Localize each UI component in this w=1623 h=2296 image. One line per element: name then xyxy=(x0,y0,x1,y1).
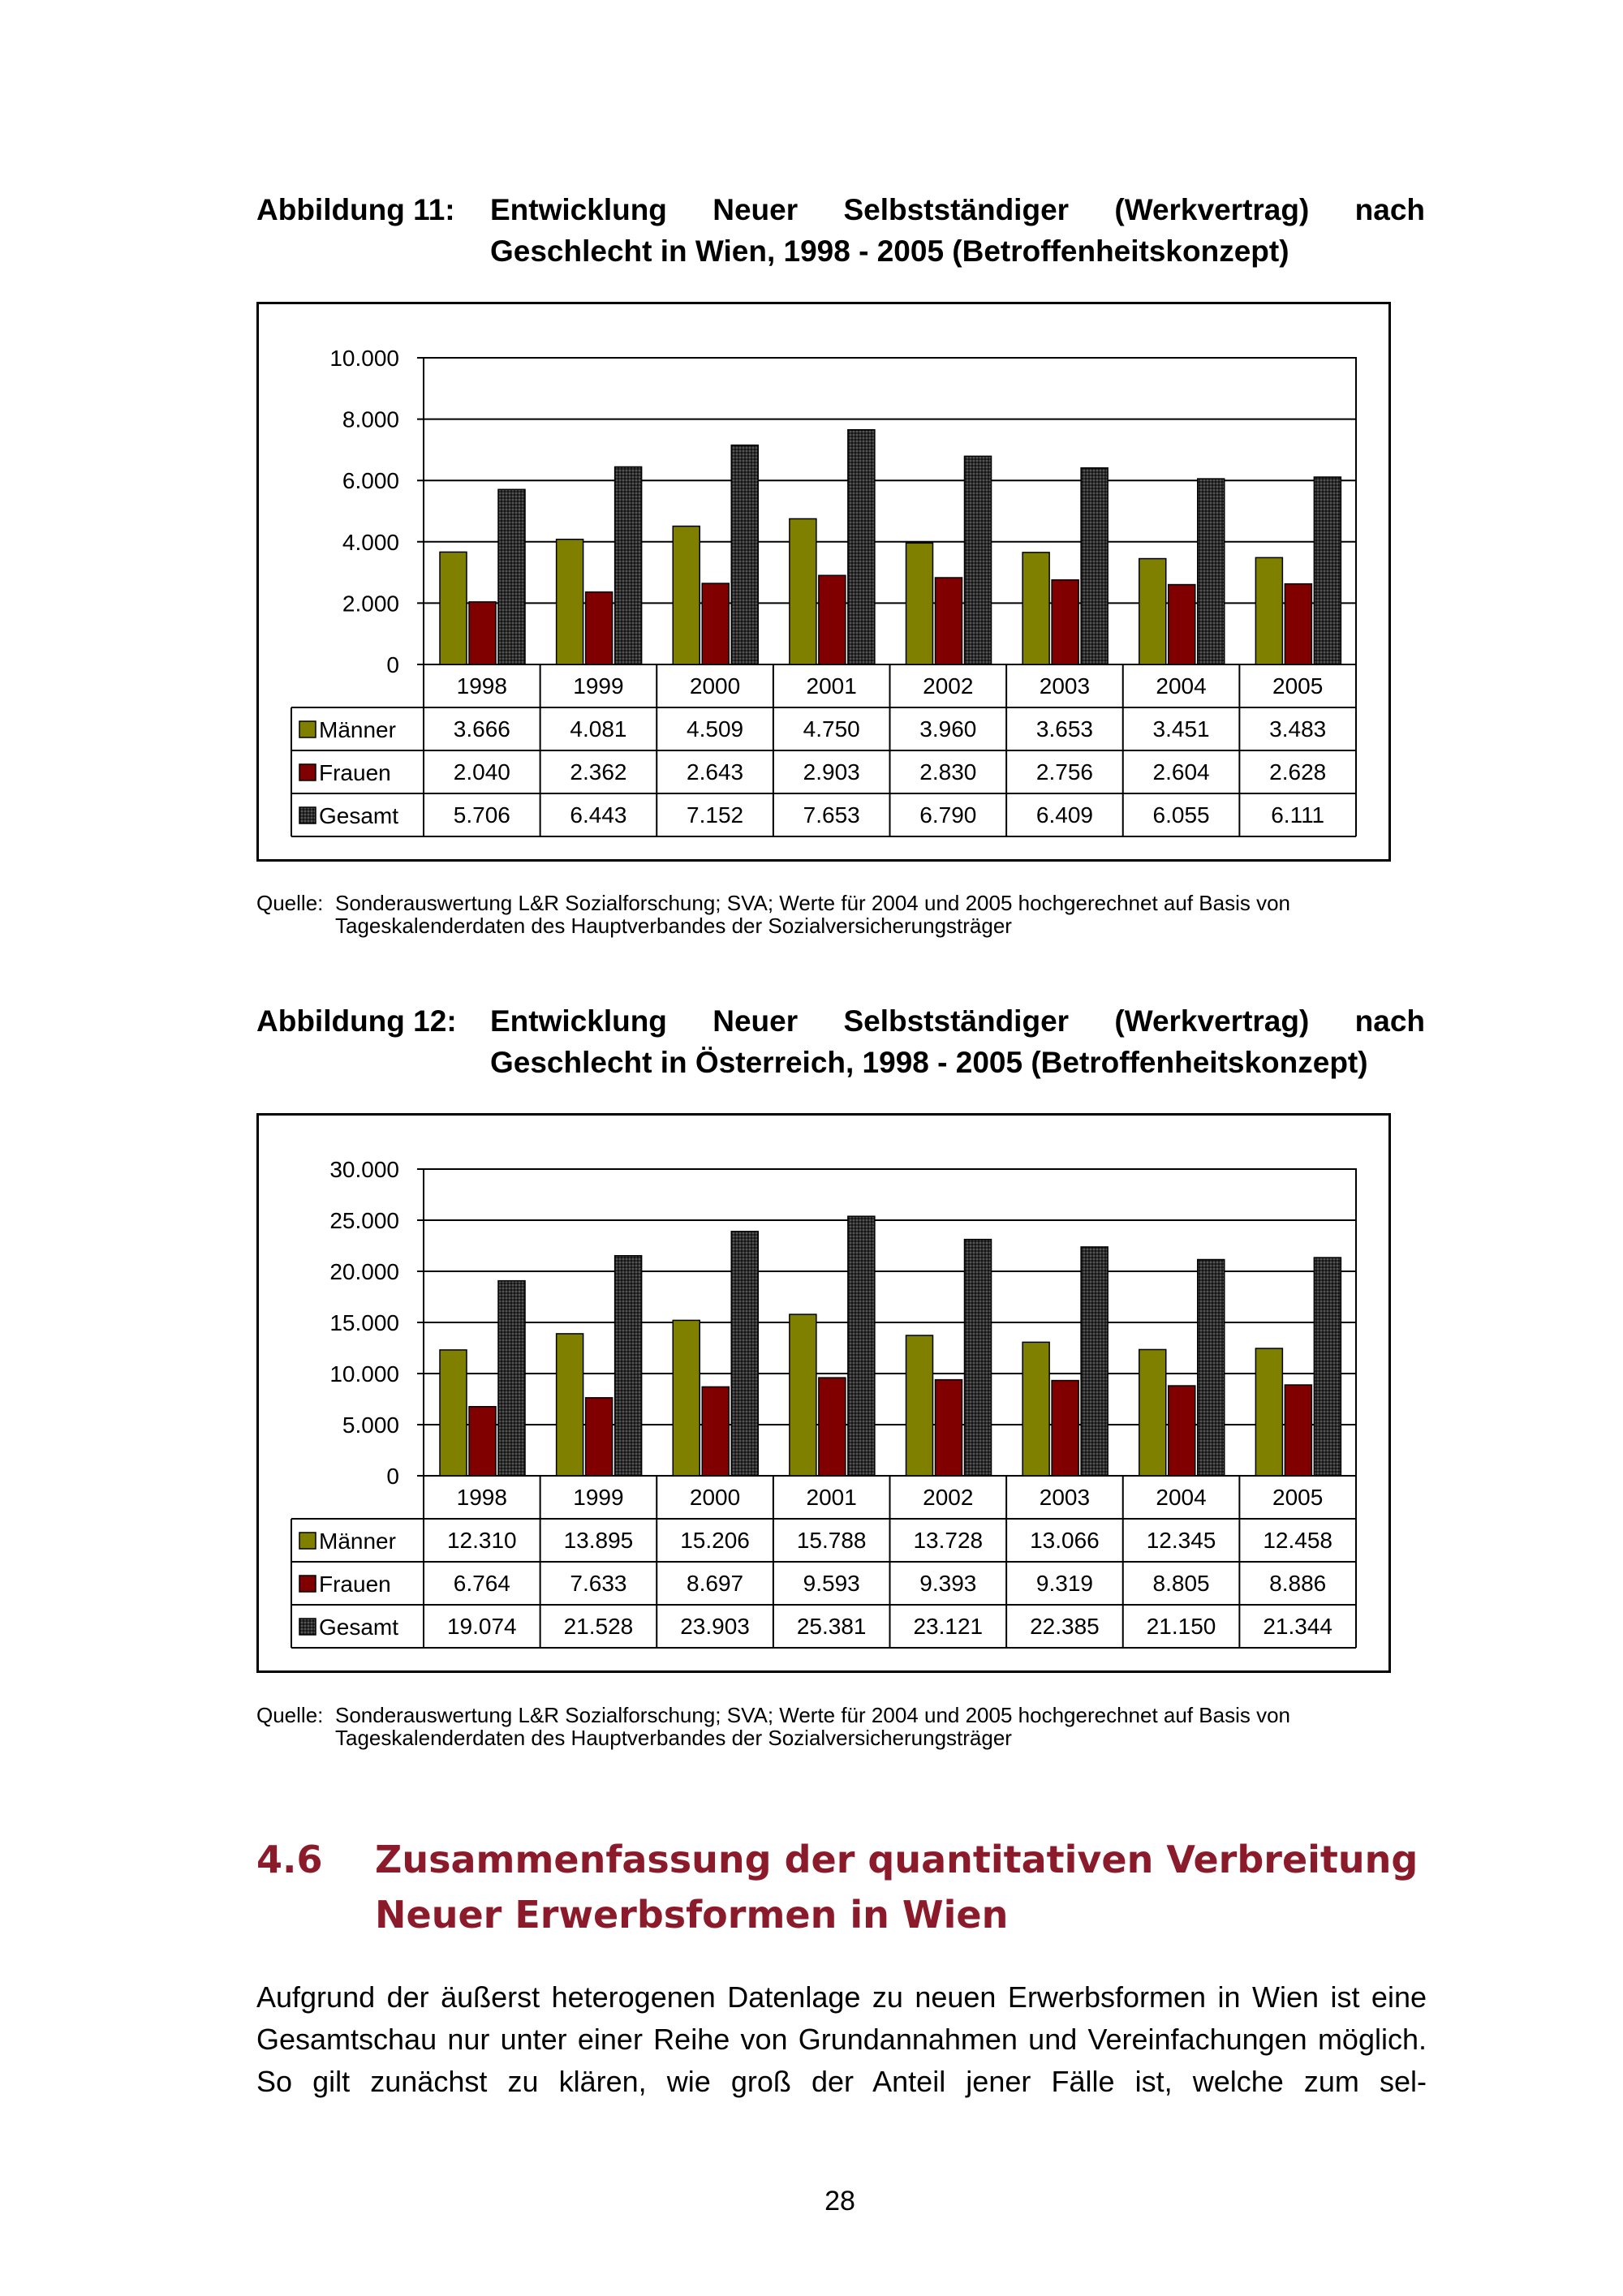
data-label: 3.653 xyxy=(1035,716,1093,742)
bar xyxy=(848,1216,875,1476)
data-label: 2.604 xyxy=(1152,759,1210,785)
y-tick-label: 6.000 xyxy=(342,468,399,494)
category-label: 1999 xyxy=(573,673,624,699)
category-label: 2001 xyxy=(806,1485,857,1510)
legend-label: Gesamt xyxy=(319,1615,399,1640)
y-tick-label: 10.000 xyxy=(329,1361,399,1387)
bar xyxy=(1139,1349,1166,1476)
data-label: 9.393 xyxy=(919,1571,977,1596)
data-label: 2.643 xyxy=(687,759,744,785)
figure-12-source-label: Quelle: xyxy=(256,1703,324,1727)
data-label: 5.706 xyxy=(453,802,510,828)
y-tick-label: 15.000 xyxy=(329,1310,399,1335)
figure-12-source-text: Sonderauswertung L&R Sozialforschung; SVA; Werte für 2004 und 2005 hochgerechnet auf Basis von Tageskalenderdaten des Hauptverbandes der Sozialversicherungsträger xyxy=(335,1703,1290,1750)
category-label: 2000 xyxy=(689,673,741,699)
bar xyxy=(557,540,583,664)
bar xyxy=(1139,559,1166,664)
bar xyxy=(1052,1381,1078,1476)
data-label: 23.121 xyxy=(913,1614,984,1639)
page-number: 28 xyxy=(824,2186,855,2216)
data-label: 25.381 xyxy=(796,1614,867,1639)
legend-label: Gesamt xyxy=(319,803,399,828)
category-label: 2003 xyxy=(1039,673,1091,699)
figure-12-source xyxy=(256,1704,1433,1749)
figure-11-title: Entwicklung Neuer Selbstständiger (Werkvertrag) nach Geschlecht in Wien, 1998 - 2005 (Betroffenheitskonzept) xyxy=(490,193,1425,268)
data-label: 13.728 xyxy=(913,1528,984,1553)
figure-11-source xyxy=(256,892,1433,937)
data-label: 2.628 xyxy=(1269,759,1327,785)
category-label: 2003 xyxy=(1039,1485,1091,1510)
bar xyxy=(469,602,496,664)
bar xyxy=(1285,1385,1311,1476)
bar xyxy=(1022,1342,1049,1476)
category-label: 2004 xyxy=(1156,673,1207,699)
figure-11-chart xyxy=(256,302,1391,862)
data-label: 19.074 xyxy=(446,1614,517,1639)
bar xyxy=(469,1407,496,1476)
y-tick-label: 0 xyxy=(386,1464,399,1489)
bar xyxy=(731,1232,758,1476)
bar xyxy=(615,1256,642,1476)
bar xyxy=(906,1335,933,1476)
bar xyxy=(936,1380,962,1476)
legend-label: Männer xyxy=(319,1529,396,1554)
category-label: 2002 xyxy=(923,1485,974,1510)
bar xyxy=(586,592,613,664)
data-label: 2.830 xyxy=(919,759,977,785)
section-title: Zusammenfassung der quantitativen Verbreitung Neuer Erwerbsformen in Wien xyxy=(375,1838,1419,1937)
figure-12-title: Entwicklung Neuer Selbstständiger (Werkvertrag) nach Geschlecht in Österreich, 1998 - 2005 (Betroffenheitskonzept) xyxy=(490,1004,1425,1079)
legend-label: Frauen xyxy=(319,1572,391,1597)
y-tick-label: 25.000 xyxy=(329,1208,399,1233)
category-label: 1998 xyxy=(456,1485,507,1510)
data-label: 9.319 xyxy=(1035,1571,1093,1596)
bar xyxy=(790,1314,816,1476)
data-label: 12.310 xyxy=(446,1528,517,1553)
data-label: 22.385 xyxy=(1030,1614,1100,1639)
bar xyxy=(1285,584,1311,664)
category-label: 2005 xyxy=(1272,1485,1324,1510)
figure-12-chart xyxy=(256,1113,1391,1673)
figure-11-chart-svg xyxy=(259,304,1388,859)
data-label: 7.653 xyxy=(803,802,860,828)
category-label: 2001 xyxy=(806,673,857,699)
bar xyxy=(1198,479,1225,664)
data-label: 6.764 xyxy=(453,1571,510,1596)
bar xyxy=(790,518,816,664)
data-label: 21.150 xyxy=(1146,1614,1216,1639)
bar xyxy=(440,552,467,664)
bar xyxy=(819,575,846,664)
category-label: 1999 xyxy=(573,1485,624,1510)
legend-swatch xyxy=(299,1619,316,1635)
bar xyxy=(848,430,875,664)
bar xyxy=(1052,580,1078,664)
legend-swatch xyxy=(299,1576,316,1592)
bar xyxy=(1255,1348,1282,1476)
legend-label: Frauen xyxy=(319,760,391,785)
bar xyxy=(702,583,729,664)
bar xyxy=(731,445,758,664)
data-label: 21.528 xyxy=(563,1614,634,1639)
category-label: 2004 xyxy=(1156,1485,1207,1510)
bar xyxy=(965,456,992,664)
y-tick-label: 0 xyxy=(386,652,399,677)
data-label: 3.483 xyxy=(1269,716,1327,742)
data-label: 15.206 xyxy=(680,1528,750,1553)
data-label: 9.593 xyxy=(803,1571,860,1596)
bar xyxy=(498,489,525,664)
bar xyxy=(1081,1247,1108,1476)
bar xyxy=(1198,1260,1225,1476)
data-label: 12.458 xyxy=(1263,1528,1333,1553)
bar xyxy=(906,543,933,664)
data-label: 6.111 xyxy=(1271,802,1325,828)
data-label: 3.451 xyxy=(1152,716,1210,742)
bar xyxy=(819,1378,846,1476)
data-label: 7.633 xyxy=(570,1571,627,1596)
bar xyxy=(1022,553,1049,664)
y-tick-label: 20.000 xyxy=(329,1259,399,1284)
data-label: 2.362 xyxy=(570,759,627,785)
body-paragraph: Aufgrund der äußerst heterogenen Datenlage zu neuen Erwerbsformen in Wien ist eine Gesamtschau nur unter einer Reihe von Grundannahmen und Vereinfachungen möglich. So gilt zunächst zu klären, wie groß der Anteil jener Fälle ist, welche zum sel- xyxy=(256,1980,1427,2098)
bar xyxy=(936,578,962,664)
bar xyxy=(702,1387,729,1476)
data-label: 13.066 xyxy=(1030,1528,1100,1553)
data-label: 8.697 xyxy=(687,1571,744,1596)
legend-swatch xyxy=(299,721,316,737)
bar xyxy=(965,1240,992,1476)
data-label: 6.055 xyxy=(1152,802,1210,828)
bar xyxy=(586,1398,613,1476)
data-label: 7.152 xyxy=(687,802,744,828)
bar xyxy=(673,527,700,664)
data-label: 2.903 xyxy=(803,759,860,785)
legend-swatch xyxy=(299,764,316,780)
bar xyxy=(1169,1386,1195,1476)
data-label: 23.903 xyxy=(680,1614,750,1639)
y-tick-label: 8.000 xyxy=(342,406,399,432)
legend-label: Männer xyxy=(319,717,396,742)
data-label: 3.960 xyxy=(919,716,977,742)
legend-swatch xyxy=(299,1533,316,1549)
data-label: 2.040 xyxy=(453,759,510,785)
category-label: 1998 xyxy=(456,673,507,699)
data-label: 2.756 xyxy=(1035,759,1093,785)
data-label: 12.345 xyxy=(1146,1528,1216,1553)
bar xyxy=(1255,557,1282,664)
data-label: 6.790 xyxy=(919,802,977,828)
data-label: 4.081 xyxy=(570,716,627,742)
data-label: 8.805 xyxy=(1152,1571,1210,1596)
data-label: 4.509 xyxy=(687,716,744,742)
bar xyxy=(557,1334,583,1476)
y-tick-label: 30.000 xyxy=(329,1157,399,1182)
bar xyxy=(1314,1258,1341,1476)
section-number: 4.6 xyxy=(256,1838,323,1881)
y-tick-label: 10.000 xyxy=(329,346,399,371)
bar xyxy=(498,1281,525,1476)
figure-11-caption xyxy=(256,189,1425,272)
data-label: 15.788 xyxy=(796,1528,867,1553)
data-label: 6.409 xyxy=(1035,802,1093,828)
bar xyxy=(673,1320,700,1476)
data-label: 3.666 xyxy=(453,716,510,742)
bar xyxy=(1169,585,1195,664)
category-label: 2005 xyxy=(1272,673,1324,699)
bar xyxy=(615,467,642,664)
data-label: 13.895 xyxy=(563,1528,634,1553)
data-label: 8.886 xyxy=(1269,1571,1327,1596)
figure-11-source-text: Sonderauswertung L&R Sozialforschung; SVA; Werte für 2004 und 2005 hochgerechnet auf Basis von Tageskalenderdaten des Hauptverbandes der Sozialversicherungsträger xyxy=(335,891,1290,938)
y-tick-label: 4.000 xyxy=(342,529,399,555)
category-label: 2002 xyxy=(923,673,974,699)
legend-swatch xyxy=(299,807,316,823)
figure-11-source-label: Quelle: xyxy=(256,891,324,915)
figure-12-chart-svg xyxy=(259,1116,1388,1670)
data-label: 6.443 xyxy=(570,802,627,828)
category-label: 2000 xyxy=(689,1485,741,1510)
bar xyxy=(1081,468,1108,664)
figure-11-label: Abbildung 11: xyxy=(256,193,455,226)
data-label: 4.750 xyxy=(803,716,860,742)
bar xyxy=(1314,477,1341,664)
data-label: 21.344 xyxy=(1263,1614,1333,1639)
section-heading xyxy=(256,1832,1433,1942)
y-tick-label: 5.000 xyxy=(342,1412,399,1438)
y-tick-label: 2.000 xyxy=(342,591,399,617)
figure-12-label: Abbildung 12: xyxy=(256,1004,457,1038)
figure-12-caption xyxy=(256,1000,1425,1083)
bar xyxy=(440,1350,467,1476)
